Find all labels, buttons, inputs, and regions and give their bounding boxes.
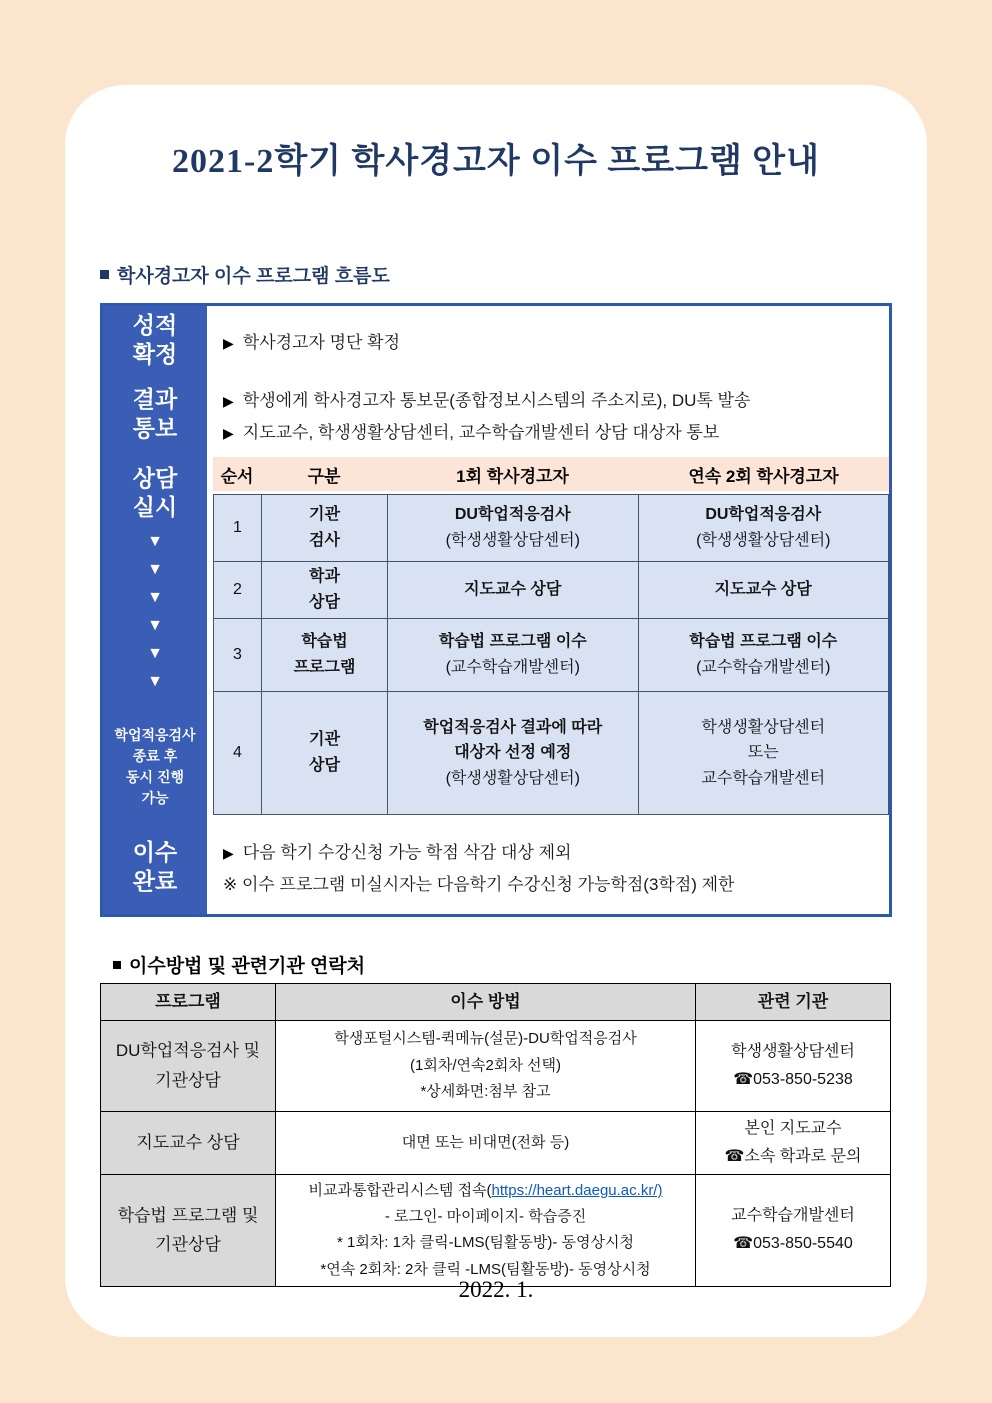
cell-program: 지도교수 상담 bbox=[101, 1111, 276, 1174]
table-row bbox=[101, 1111, 891, 1174]
down-arrow-icon: ▼ bbox=[147, 588, 163, 606]
column-header: 이수 방법 bbox=[276, 984, 696, 1021]
cell-first-warning: 학습법 프로그램 이수 (교수학습개발센터) bbox=[388, 619, 639, 692]
cell-no: 2 bbox=[214, 562, 262, 619]
flow-bullet-text: 학사경고자 명단 확정 bbox=[242, 332, 401, 352]
stage-label-line: 통보 bbox=[132, 415, 178, 441]
cell-program: DU학업적응검사 및 기관상담 bbox=[101, 1020, 276, 1111]
stage-label-line: 결과 bbox=[132, 386, 178, 413]
down-arrow-icon: ▼ bbox=[147, 616, 163, 634]
cell-org: 교수학습개발센터 ☎053-850-5540 bbox=[696, 1174, 891, 1286]
flow-row-grade-confirm bbox=[207, 306, 889, 374]
down-arrow-icon: ▼ bbox=[147, 532, 163, 550]
stage-grade-confirm bbox=[103, 306, 207, 374]
sidebar-note bbox=[114, 725, 195, 819]
stage-result-notice bbox=[103, 374, 207, 454]
cell-second-warning: DU학업적응검사 (학생생활상담센터) bbox=[638, 495, 889, 562]
phone-number: ☎소속 학과로 문의 bbox=[724, 1147, 862, 1165]
column-header: 1회 학사경고자 bbox=[456, 466, 569, 486]
stage-complete bbox=[103, 819, 207, 914]
cell-org: 본인 지도교수 ☎소속 학과로 문의 bbox=[696, 1111, 891, 1174]
down-arrow-icon: ▼ bbox=[147, 560, 163, 578]
cell-no: 3 bbox=[214, 619, 262, 692]
table-row bbox=[101, 1020, 891, 1111]
sidebar-note-line: 가능 bbox=[141, 790, 169, 806]
counsel-table bbox=[213, 494, 889, 815]
cell-org: 학생생활상담센터 ☎053-850-5238 bbox=[696, 1020, 891, 1111]
triangle-bullet-icon: ▶ bbox=[223, 334, 234, 351]
table-row bbox=[214, 562, 889, 619]
flow-bullet-text: 지도교수, 학생생활상담센터, 교수학습개발센터 상담 대상자 통보 bbox=[242, 422, 720, 442]
contact-header-row bbox=[101, 984, 891, 1021]
stage-label-line: 완료 bbox=[132, 867, 178, 894]
stage-label-line: 성적 bbox=[132, 312, 178, 339]
document-date: 2022. 1. bbox=[458, 1277, 534, 1302]
cell-second-warning: 학습법 프로그램 이수 (교수학습개발센터) bbox=[638, 619, 889, 692]
heart-system-link[interactable]: https://heart.daegu.ac.kr/) bbox=[491, 1181, 663, 1199]
column-header: 관련 기관 bbox=[696, 984, 891, 1021]
table-row bbox=[214, 619, 889, 692]
cell-second-warning: 학생생활상담센터 또는 교수학습개발센터 bbox=[638, 692, 889, 815]
column-header: 구분 bbox=[307, 466, 341, 486]
column-header: 연속 2회 학사경고자 bbox=[688, 466, 839, 486]
table-row bbox=[101, 1174, 891, 1286]
flow-bullet-text: 다음 학기 수강신청 가능 학점 삭감 대상 제외 bbox=[242, 843, 572, 862]
flow-section-heading bbox=[100, 261, 390, 288]
down-arrow-icon: ▼ bbox=[147, 672, 163, 690]
triangle-bullet-icon: ▶ bbox=[223, 845, 234, 861]
square-bullet-icon bbox=[113, 961, 121, 969]
contact-section-heading bbox=[113, 951, 365, 978]
flow-content bbox=[207, 306, 889, 914]
contact-section-heading-text: 이수방법 및 관련기관 연락처 bbox=[129, 956, 366, 977]
flow-bullet-text: 학생에게 학사경고자 통보문(종합정보시스템의 주소지로), DU톡 발송 bbox=[242, 390, 751, 410]
link-prefix-text: 비교과통합관리시스템 접속( bbox=[308, 1181, 492, 1199]
flow-row-complete bbox=[207, 819, 889, 914]
cell-program: 학습법 프로그램 및 기관상담 bbox=[101, 1174, 276, 1286]
cell-category: 기관 검사 bbox=[262, 495, 388, 562]
stage-label-line: 상담 bbox=[132, 465, 178, 491]
sidebar-note-line: 동시 진행 bbox=[126, 769, 184, 785]
counsel-table-header bbox=[213, 457, 889, 491]
stage-counsel bbox=[103, 454, 207, 819]
flow-row-counsel bbox=[207, 454, 889, 819]
sidebar-note-line: 학업적응검사 bbox=[114, 727, 196, 743]
phone-number: ☎053-850-5540 bbox=[733, 1235, 853, 1253]
flow-row-result-notice bbox=[207, 374, 889, 454]
cell-method: 비교과통합관리시스템 접속(https://heart.daegu.ac.kr/) - 로그인- 마이페이지- 학습증진 * 1회차: 1차 클릭-LMS(팀활동방)- 동영상시청 *연속 2회차: 2차 클릭 -LMS(팀활동방)- 동영상시청 bbox=[276, 1174, 696, 1286]
stage-label-line: 실시 bbox=[132, 493, 178, 520]
cell-category: 기관 상담 bbox=[262, 692, 388, 815]
cell-category: 학과 상담 bbox=[262, 562, 388, 619]
page-title: 2021-2학기 학사경고자 이수 프로그램 안내 bbox=[172, 143, 820, 180]
table-row bbox=[214, 495, 889, 562]
column-header: 프로그램 bbox=[101, 984, 276, 1021]
square-bullet-icon bbox=[100, 270, 109, 279]
stage-label-line: 이수 bbox=[132, 838, 178, 865]
cell-method: 대면 또는 비대면(전화 등) bbox=[276, 1111, 696, 1174]
triangle-bullet-icon: ▶ bbox=[223, 392, 234, 409]
down-arrow-icon: ▼ bbox=[147, 644, 163, 662]
cell-no: 4 bbox=[214, 692, 262, 815]
cell-first-warning: 학업적응검사 결과에 따라 대상자 선정 예정 (학생생활상담센터) bbox=[388, 692, 639, 815]
triangle-bullet-icon: ▶ bbox=[223, 424, 234, 441]
cell-first-warning: DU학업적응검사 (학생생활상담센터) bbox=[388, 495, 639, 562]
cell-method: 학생포털시스템-퀵메뉴(설문)-DU학업적응검사 (1회차/연속2회차 선택) *상세화면:첨부 참고 bbox=[276, 1020, 696, 1111]
flow-note-text: ※ 이수 프로그램 미실시자는 다음학기 수강신청 가능학점(3학점) 제한 bbox=[223, 875, 735, 894]
sidebar-note-line: 종료 후 bbox=[132, 748, 178, 764]
column-header: 순서 bbox=[220, 466, 254, 486]
cell-category: 학습법 프로그램 bbox=[262, 619, 388, 692]
table-row bbox=[214, 692, 889, 815]
flow-sidebar bbox=[103, 306, 207, 914]
cell-second-warning: 지도교수 상담 bbox=[638, 562, 889, 619]
flow-table bbox=[100, 303, 892, 917]
cell-no: 1 bbox=[214, 495, 262, 562]
contact-table bbox=[100, 983, 891, 1287]
flow-section-heading-text: 학사경고자 이수 프로그램 흐름도 bbox=[117, 266, 390, 287]
document-card bbox=[65, 85, 927, 1337]
phone-number: ☎053-850-5238 bbox=[733, 1070, 853, 1088]
cell-first-warning: 지도교수 상담 bbox=[388, 562, 639, 619]
stage-label-line: 확정 bbox=[132, 341, 178, 367]
